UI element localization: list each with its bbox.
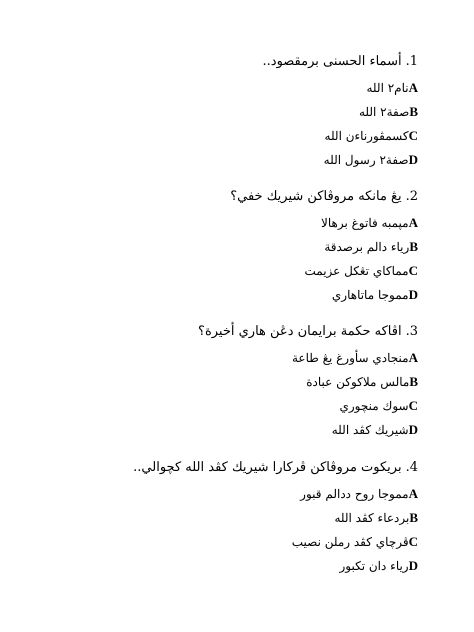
option-letter: B xyxy=(409,239,418,254)
question-4-line xyxy=(38,460,418,476)
option-letter: B xyxy=(409,104,418,119)
question-2-option-d xyxy=(38,287,418,303)
question-1-option-b xyxy=(38,104,418,120)
question-4-option-b xyxy=(38,510,418,526)
option-letter: A xyxy=(408,80,418,95)
question-2-number: 2. xyxy=(405,189,418,204)
question-4-option-d xyxy=(38,558,418,574)
option-text: مموجا ماتاهاري xyxy=(331,288,409,302)
option-text: مڽمبه فاتوغ برهالا xyxy=(321,216,409,230)
option-text: نام٢ الله xyxy=(366,81,409,95)
option-letter: D xyxy=(408,558,418,573)
question-1 xyxy=(38,54,418,176)
question-1-text: أسماء الحسنى برمقصود.. xyxy=(262,54,402,69)
option-letter: A xyxy=(408,215,418,230)
question-4-option-c xyxy=(38,534,418,550)
question-4-number: 4. xyxy=(405,460,418,475)
question-3-option-a xyxy=(38,350,418,366)
option-text: رياء دان تكبور xyxy=(339,559,409,573)
option-letter: B xyxy=(409,374,418,389)
option-letter: C xyxy=(408,534,418,549)
question-3-line xyxy=(38,324,418,340)
question-2-text: يڠ مانكه مروڤاكن شيريك خفي؟ xyxy=(230,189,402,204)
option-text: سوك منچوري xyxy=(339,399,409,413)
option-letter: A xyxy=(408,350,418,365)
option-text: مماكاي تڠكل عزيمت xyxy=(304,264,409,278)
option-text: شيريك كڤد الله xyxy=(331,423,409,437)
option-letter: C xyxy=(408,128,418,143)
option-letter: C xyxy=(408,263,418,278)
question-4 xyxy=(38,460,418,582)
option-text: مالس ملاكوكن عبادة xyxy=(306,375,410,389)
question-3-text: اڤاكه حكمة برايمان دڠن هاري أخيرة؟ xyxy=(198,324,402,339)
option-letter: B xyxy=(409,510,418,525)
question-1-option-d xyxy=(38,152,418,168)
question-2-option-a xyxy=(38,215,418,231)
option-letter: D xyxy=(408,422,418,437)
question-2-option-b xyxy=(38,239,418,255)
option-text: ڤرچاي كڤد رملن نصيب xyxy=(291,535,409,549)
question-1-number: 1. xyxy=(405,54,418,69)
question-2-line xyxy=(38,189,418,205)
option-text: كسمڤورناءن الله xyxy=(324,129,409,143)
question-1-line xyxy=(38,54,418,70)
question-1-option-a xyxy=(38,80,418,96)
option-letter: C xyxy=(408,398,418,413)
option-letter: D xyxy=(408,152,418,167)
option-text: رياء دالم برصدقة xyxy=(324,240,410,254)
question-3-option-c xyxy=(38,398,418,414)
option-letter: A xyxy=(408,486,418,501)
option-text: بردعاء كڤد الله xyxy=(334,511,410,525)
question-2 xyxy=(38,189,418,311)
option-text: صفة٢ الله xyxy=(358,105,410,119)
option-letter: D xyxy=(408,287,418,302)
question-1-option-c xyxy=(38,128,418,144)
question-3-number: 3. xyxy=(405,324,418,339)
question-3-option-d xyxy=(38,422,418,438)
question-2-option-c xyxy=(38,263,418,279)
option-text: صفة٢ رسول الله xyxy=(323,153,409,167)
question-3 xyxy=(38,324,418,446)
option-text: منجادي سأورغ يڠ طاعة xyxy=(291,351,409,365)
question-4-option-a xyxy=(38,486,418,502)
question-4-text: بريكوت مروڤاكن ڤركارا شيريك كڤد الله كچوالي.. xyxy=(133,460,402,475)
option-text: مموجا روح ددالم قبور xyxy=(300,487,409,501)
question-3-option-b xyxy=(38,374,418,390)
